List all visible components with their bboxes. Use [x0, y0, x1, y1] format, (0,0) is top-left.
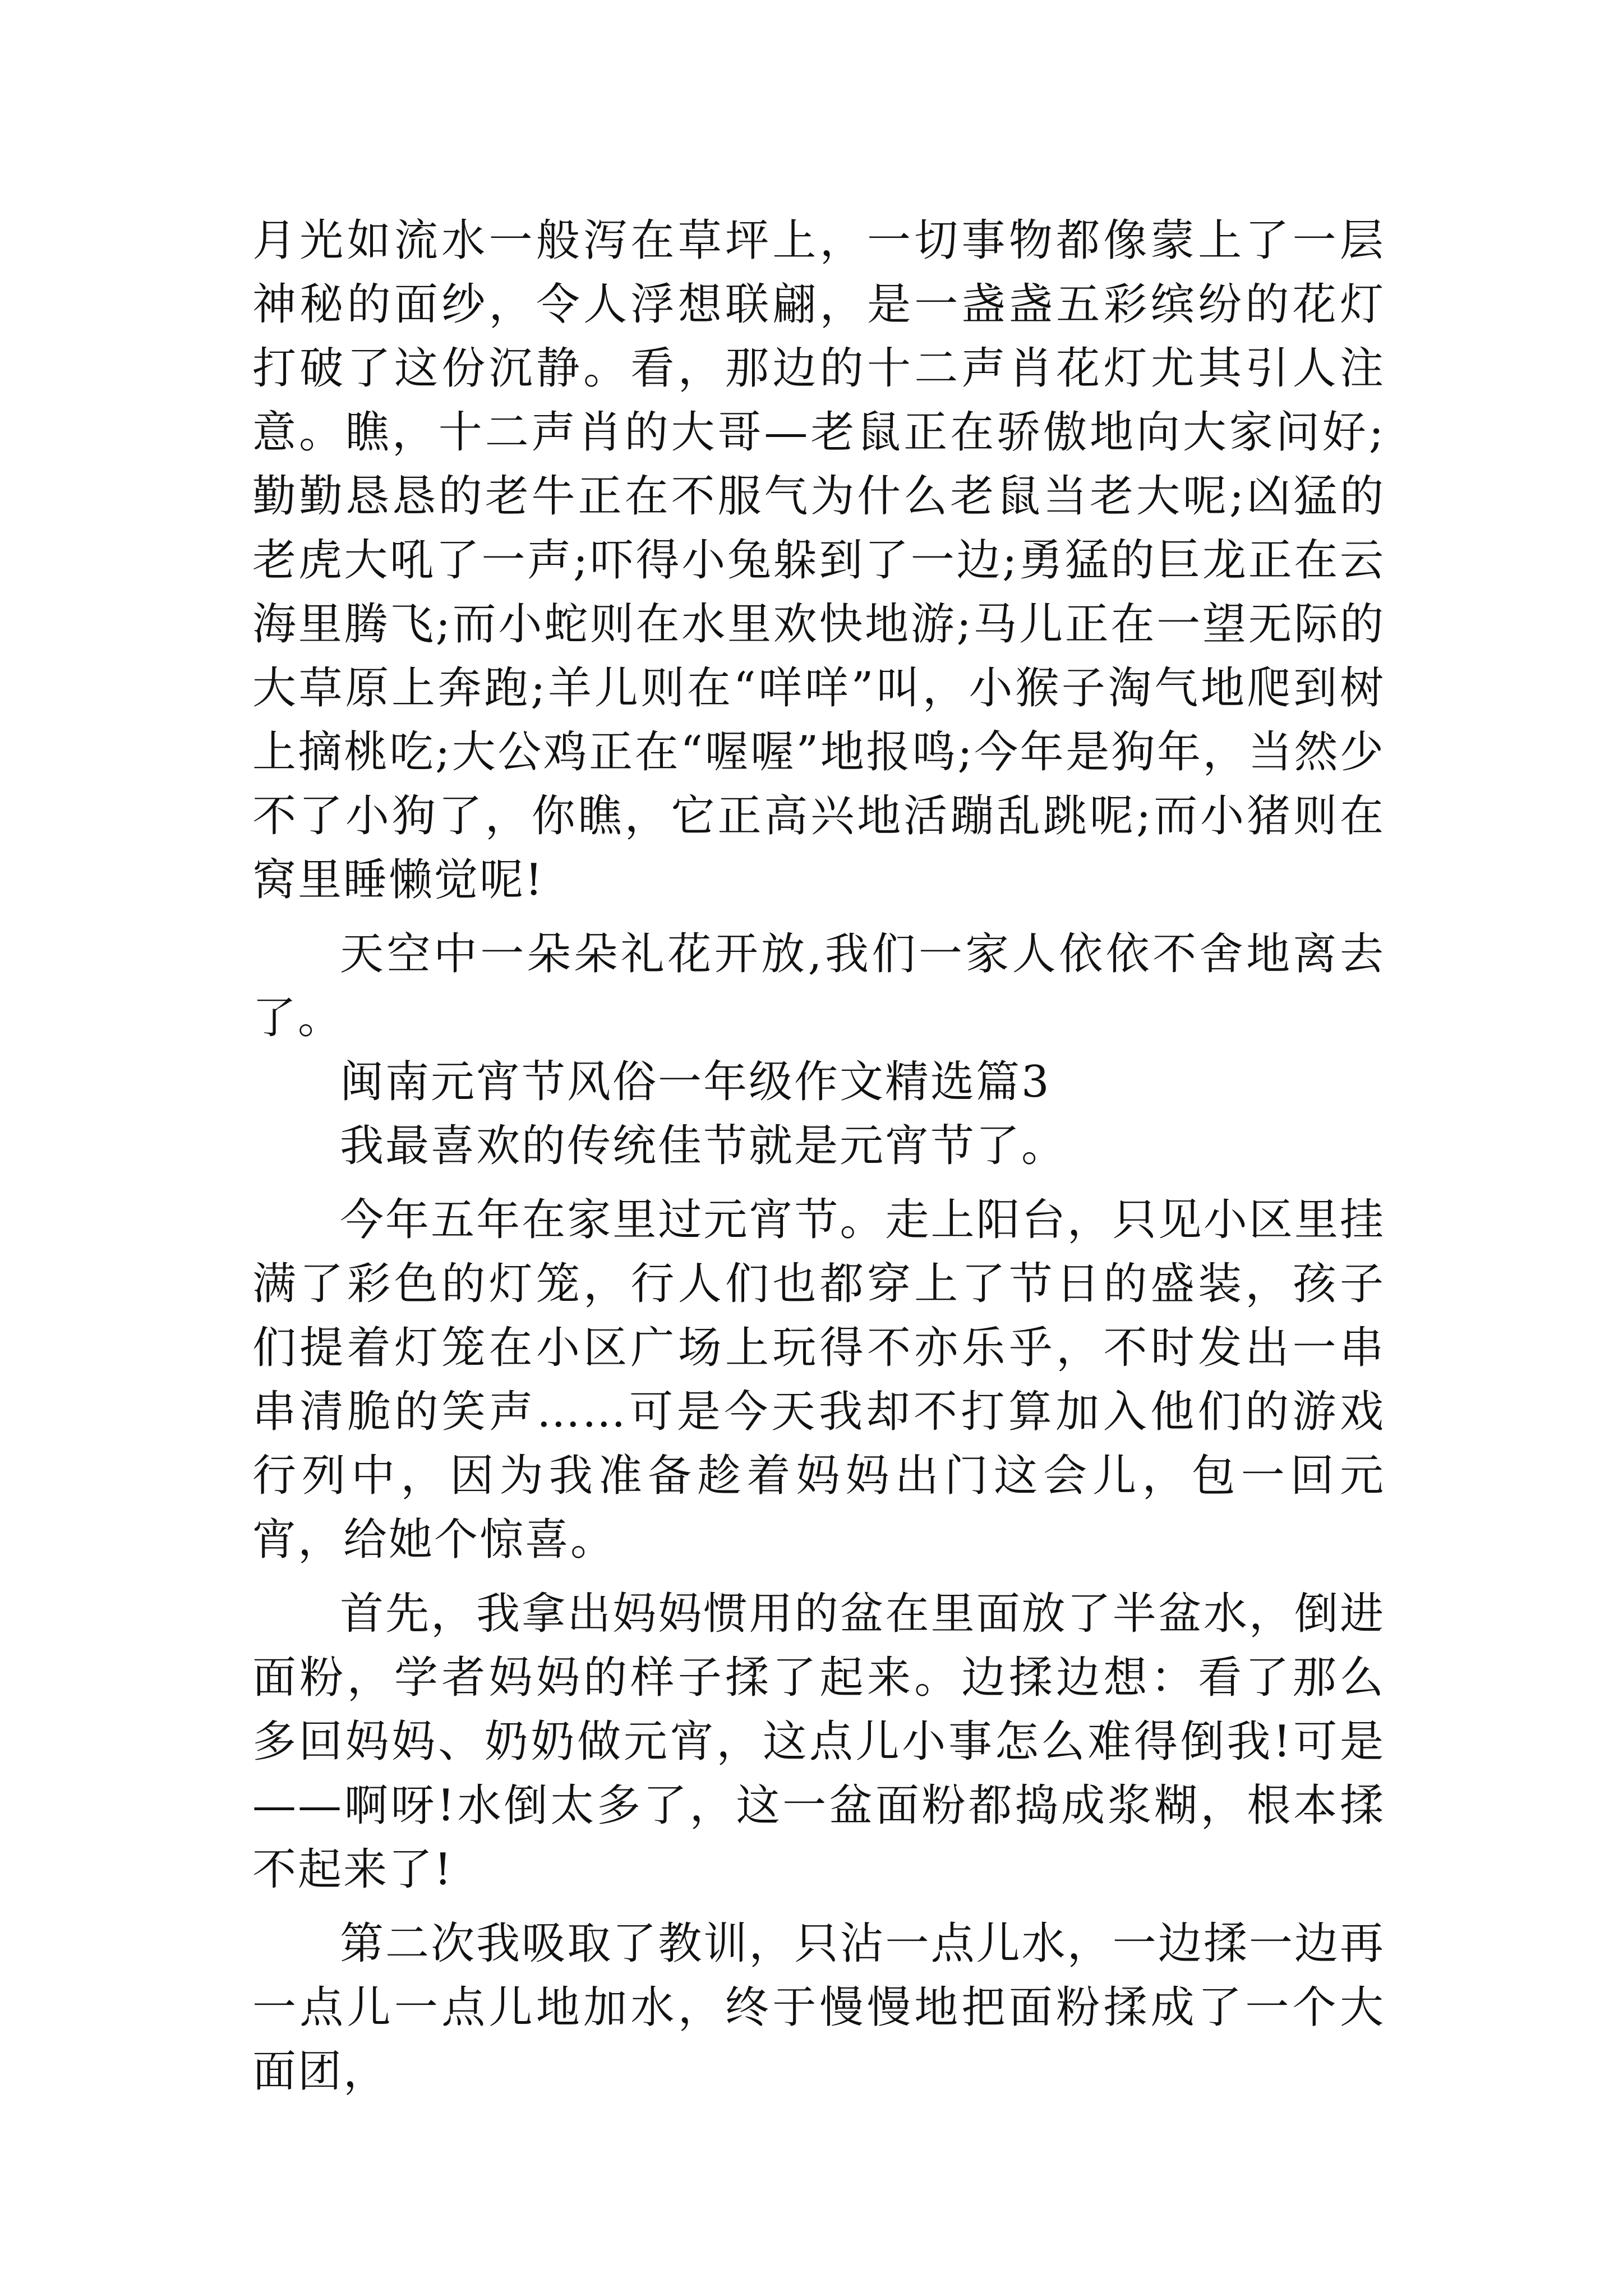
paragraph-favorite-festival: 我最喜欢的传统佳节就是元宵节了。	[340, 1121, 1067, 1171]
paragraph-second-attempt: 第二次我吸取了教训，只沾一点儿水，一边揉一边再一点儿一点儿地加水，终于慢慢地把面粉揉成了一个大面团，	[252, 1918, 1385, 2097]
section-heading: 闽南元宵节风俗一年级作文精选篇3	[340, 1057, 1051, 1107]
paragraph-balcony: 今年五年在家里过元宵节。走上阳台，只见小区里挂满了彩色的灯笼，行人们也都穿上了节日的盛装，孩子们提着灯笼在小区广场上玩得不亦乐乎，不时发出一串串清脆的笑声……可是今天我却不打算加入他们的游戏行列中，因为我准备趁着妈妈出门这会儿，包一回元宵，给她个惊喜。	[252, 1195, 1385, 1565]
paragraph-zodiac-lanterns: 月光如流水一般泻在草坪上，一切事物都像蒙上了一层神秘的面纱，令人浮想联翩，是一盏盏五彩缤纷的花灯打破了这份沉静。看，那边的十二声肖花灯尤其引人注意。瞧，十二声肖的大哥—老鼠正在骄傲地向大家问好;勤勤恳恳的老牛正在不服气为什么老鼠当老大呢;凶猛的老虎大吼了一声;吓得小兔躲到了一边;勇猛的巨龙正在云海里腾飞;而小蛇则在水里欢快地游;马儿正在一望无际的大草原上奔跑;羊儿则在“咩咩”叫，小猴子淘气地爬到树上摘桃吃;大公鸡正在“喔喔”地报鸣;今年是狗年，当然少不了小狗了，你瞧，它正高兴地活蹦乱跳呢;而小猪则在窝里睡懒觉呢!	[252, 215, 1385, 905]
paragraph-first-attempt: 首先，我拿出妈妈惯用的盆在里面放了半盆水，倒进面粉，学者妈妈的样子揉了起来。边揉边想：看了那么多回妈妈、奶奶做元宵，这点儿小事怎么难得倒我!可是——啊呀!水倒太多了，这一盆面粉都捣成浆糊，根本揉不起来了!	[252, 1589, 1385, 1895]
paragraph-fireworks: 天空中一朵朵礼花开放,我们一家人依依不舍地离去了。	[252, 929, 1385, 1043]
document-body	[252, 209, 1385, 2104]
